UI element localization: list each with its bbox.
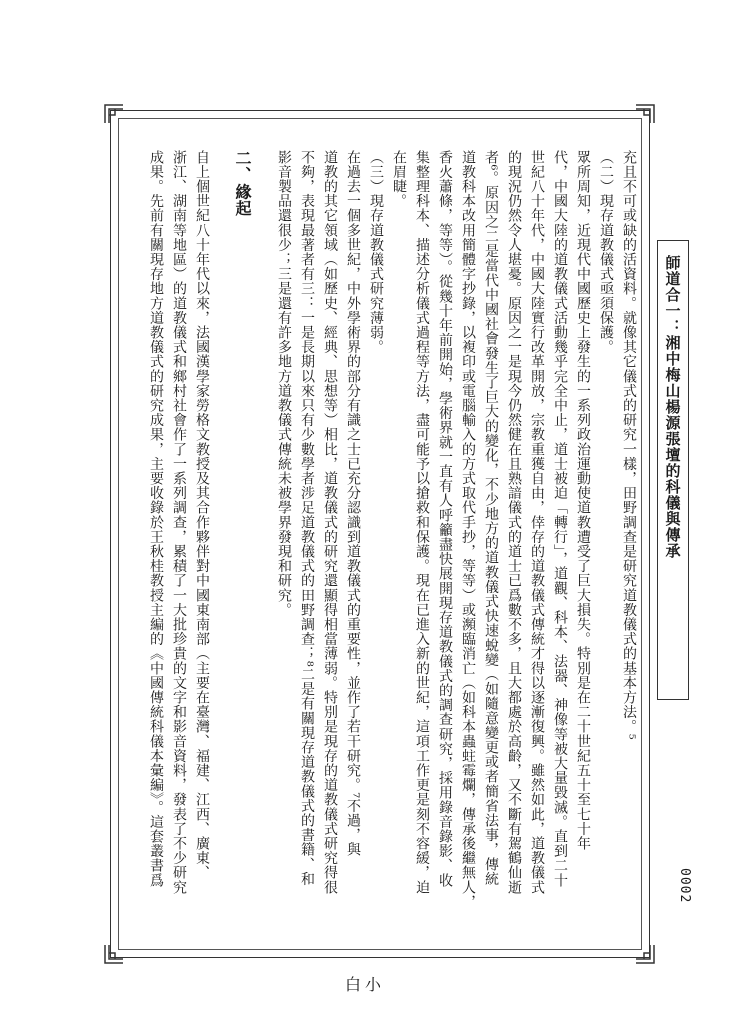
body-text — [128, 150, 640, 930]
column-spacer — [254, 150, 272, 930]
text-column: 香火蕭條，等等）。從幾十年前開始，學術界就一直有人呼籲盡快展開現存道教儀式的調查研究，採用錄音錄影、收 — [437, 150, 453, 888]
subheading: （二）現存道教儀式亟須保護。 — [598, 150, 614, 355]
text-column: 在眉睫。 — [391, 150, 407, 209]
text-column: 影音製品還很少；三是還有許多地方道教儀式傳統未被學界發現和研究。 — [276, 150, 292, 618]
text-column: 者⁶。原因之二是當代中國社會發生了巨大的變化，不少地方的道教儀式快速蛻變（如隨意變更或者簡省法事，傳統 — [483, 150, 499, 887]
section-heading: 二、緣起 — [233, 150, 252, 217]
corner-ornament-icon — [634, 103, 656, 125]
text-column: 道教科本改用簡體字抄錄，以複印或電腦輸入的方式取代手抄，等等）或瀕臨消亡（如科本蟲蛀霉爛，傳承後繼無人， — [460, 150, 476, 910]
text-column: 集整理科本、描述分析儀式過程等方法，盡可能予以搶救和保護。現在已進入新的世紀，這項工作更是刻不容緩，迫 — [414, 150, 430, 895]
column-spacer — [213, 150, 231, 930]
subheading: （三）現存道教儀式研究薄弱。 — [368, 150, 384, 355]
text-column: 在過去一個多世紀，中外學術界的部分有識之士已充分認識到道教儀式的重要性，並作了若干研究。⁷不過，與 — [345, 150, 361, 858]
running-title: 師道合一：湘中梅山楊源張壇的科儀與傳承 — [657, 240, 689, 700]
text-column: 成果。先前有關現存地方道教儀式的研究成果，主要收錄於王秋桂教授主編的《中國傳統科儀本彙編》。這套叢書爲 — [148, 150, 164, 888]
corner-ornament-icon — [634, 943, 656, 965]
text-column: 道教的其它領域（如歷史、經典、思想等）相比，道教儀式的研究還顯得相當薄弱。特別是現存的道教儀式研究得很 — [322, 150, 338, 895]
text-column: 不夠，表現最著者有三：一是長期以來只有少數學者涉足道教儀式的田野調查；⁸二是有關現存道教儀式的書籍、和 — [299, 150, 315, 887]
text-column: 世紀八十年代，中國大陸實行改革開放，宗教重獲自由，倖存的道教儀式傳統才得以逐漸復興。雖然如此，道教儀式 — [529, 150, 545, 895]
corner-ornament-icon — [103, 103, 125, 125]
text-column: 浙江、湖南等地區）的道教儀式和鄉村社會作了一系列調查，累積了一大批珍貴的文字和影音資料，發表了不少研究 — [171, 150, 187, 895]
text-column: 自上個世紀八十年代以來，法國漢學家勞格文教授及其合作夥伴對中國東南部（主要在臺灣、福建、江西、廣東、 — [194, 150, 210, 880]
corner-ornament-icon — [103, 943, 125, 965]
text-column: 的現況仍然令人堪憂。原因之一是現今仍然健在且熟諳儀式的道士已爲數不多，且大都處於高齡，又不斷有駕鶴仙逝 — [506, 150, 522, 895]
text-column: 代，中國大陸的道教儀式活動幾乎完全中止，道士被迫「轉行」，道觀、科本、法器、神像等被大量毀滅。直到二十 — [552, 150, 568, 888]
footer-mark: 白小 — [344, 975, 385, 994]
text-column: 充且不可或缺的活資料。就像其它儀式的研究一樣，田野調查是研究道教儀式的基本方法。⁵ — [621, 150, 637, 741]
text-column: 眾所周知，近現代中國歷史上發生的一系列政治運動使道教遭受了巨大損失。特別是在二十世紀五十至七十年 — [575, 150, 591, 851]
page-number: 0002 — [677, 868, 692, 904]
